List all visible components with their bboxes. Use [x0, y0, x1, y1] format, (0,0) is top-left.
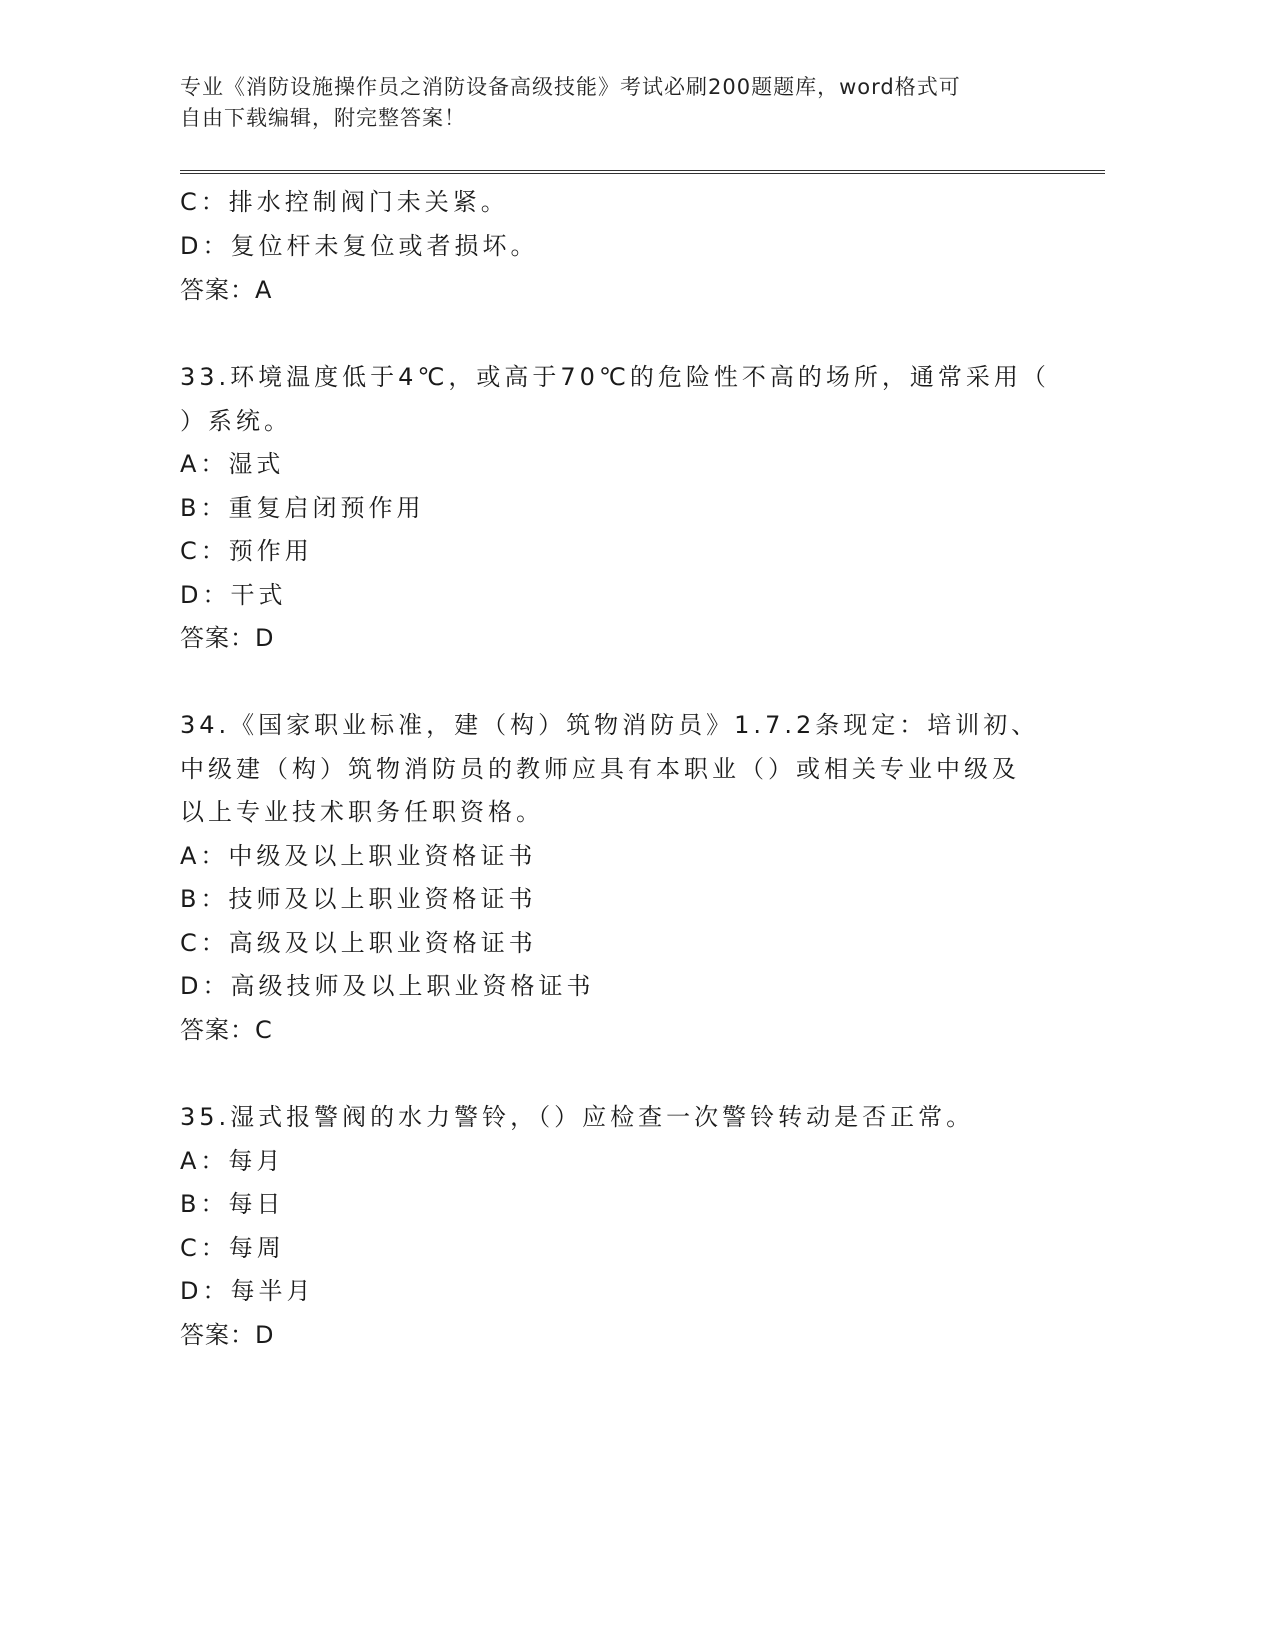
- q33-question-line-1: 33.环境温度低于4℃，或高于70℃的危险性不高的场所，通常采用（: [180, 363, 1050, 391]
- header-title-line-1: 专业《消防设施操作员之消防设备高级技能》考试必刷200题题库，word格式可: [180, 75, 961, 99]
- q34-option-a: A：中级及以上职业资格证书: [180, 842, 537, 870]
- q33-option-d: D：干式: [180, 581, 287, 609]
- q34-option-c: C：高级及以上职业资格证书: [180, 929, 537, 957]
- q34-question-line-1: 34.《国家职业标准，建（构）筑物消防员》1.7.2条现定：培训初、: [180, 711, 1040, 739]
- q33-option-c: C：预作用: [180, 537, 313, 565]
- q33-option-a: A：湿式: [180, 450, 285, 478]
- q34-option-b: B：技师及以上职业资格证书: [180, 885, 537, 913]
- q32-option-d: D：复位杆未复位或者损坏。: [180, 232, 539, 260]
- header-title-line-2: 自由下载编辑，附完整答案！: [180, 106, 466, 130]
- q33-option-b: B：重复启闭预作用: [180, 494, 425, 522]
- document-header: [180, 72, 1040, 134]
- q34-question-line-2: 中级建（构）筑物消防员的教师应具有本职业（）或相关专业中级及: [180, 755, 1020, 783]
- q34-answer: 答案：C: [180, 1016, 273, 1044]
- header-divider: [180, 170, 1105, 174]
- q35-option-a: A：每月: [180, 1147, 285, 1175]
- q33-question-line-2: ）系统。: [180, 407, 292, 435]
- q33-answer: 答案：D: [180, 624, 275, 652]
- q35-option-c: C：每周: [180, 1234, 285, 1262]
- q34-question-line-3: 以上专业技术职务任职资格。: [180, 798, 544, 826]
- q35-question-line-1: 35.湿式报警阀的水力警铃，（）应检查一次警铃转动是否正常。: [180, 1103, 975, 1131]
- q34-option-d: D：高级技师及以上职业资格证书: [180, 972, 595, 1000]
- q32-option-c: C：排水控制阀门未关紧。: [180, 188, 509, 216]
- q35-answer: 答案：D: [180, 1321, 275, 1349]
- q35-option-b: B：每日: [180, 1190, 285, 1218]
- q32-answer: 答案：A: [180, 276, 273, 304]
- q35-option-d: D：每半月: [180, 1277, 315, 1305]
